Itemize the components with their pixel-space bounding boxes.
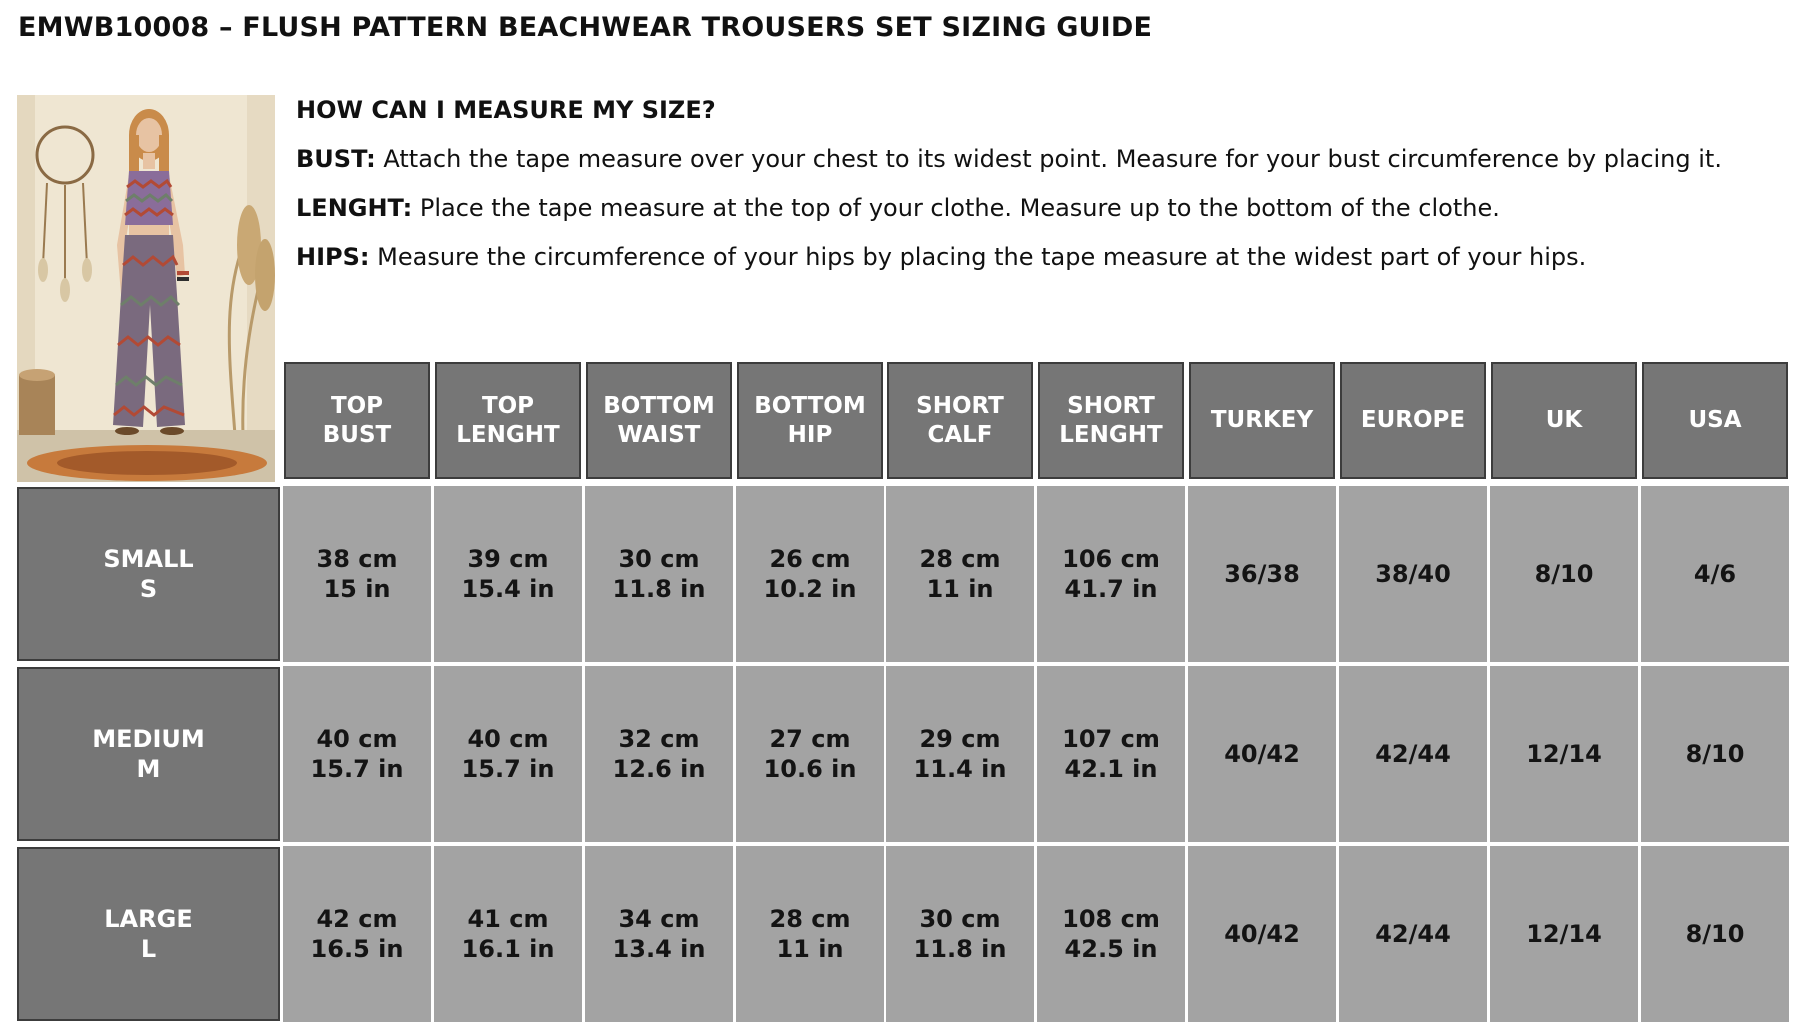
column-header-line2: LENGHT — [456, 421, 560, 448]
table-cell — [585, 486, 733, 662]
cell-value-secondary: 11 in — [926, 575, 994, 603]
column-header-line2: CALF — [927, 421, 993, 448]
cell-value-primary: 42 cm — [316, 905, 398, 933]
measure-term: HIPS: — [296, 243, 370, 271]
measure-heading: HOW CAN I MEASURE MY SIZE? — [296, 96, 716, 124]
cell-value-secondary: 42.1 in — [1064, 755, 1158, 783]
measure-hips — [296, 243, 1776, 271]
size-code: S — [139, 575, 158, 603]
table-cell — [1490, 846, 1638, 1022]
table-cell — [1188, 846, 1336, 1022]
table-cell — [886, 486, 1034, 662]
product-photo — [17, 95, 275, 482]
cell-value-primary: 106 cm — [1062, 545, 1160, 573]
table-cell — [1037, 666, 1185, 842]
cell-value-primary: 40/42 — [1224, 920, 1300, 948]
model-illustration — [17, 95, 275, 482]
table-cell — [585, 846, 733, 1022]
table-cell — [585, 666, 733, 842]
cell-value-secondary: 15.4 in — [461, 575, 555, 603]
column-header-line2: LENGHT — [1059, 421, 1163, 448]
cell-value-secondary: 42.5 in — [1064, 935, 1158, 963]
table-cell — [1188, 666, 1336, 842]
column-header — [1491, 362, 1637, 479]
measure-term: LENGHT: — [296, 194, 413, 222]
column-header-line1: EUROPE — [1360, 407, 1466, 434]
table-cell — [283, 486, 431, 662]
cell-value-primary: 30 cm — [919, 905, 1001, 933]
cell-value-primary: 34 cm — [618, 905, 700, 933]
cell-value-primary: 29 cm — [919, 725, 1001, 753]
cell-value-primary: 4/6 — [1693, 560, 1737, 588]
column-header — [586, 362, 732, 479]
cell-value-secondary: 11 in — [776, 935, 844, 963]
measure-term: BUST: — [296, 145, 376, 173]
table-cell — [434, 846, 582, 1022]
cell-value-primary: 32 cm — [618, 725, 700, 753]
cell-value-secondary: 15 in — [323, 575, 391, 603]
cell-value-primary: 30 cm — [618, 545, 700, 573]
size-code: L — [140, 935, 157, 963]
table-cell — [886, 846, 1034, 1022]
measure-text: Measure the circumference of your hips by placing the tape measure at the widest part of your hips. — [377, 243, 1587, 271]
cell-value-secondary: 13.4 in — [612, 935, 706, 963]
table-cell — [1339, 846, 1487, 1022]
size-name: MEDIUM — [92, 725, 205, 753]
cell-value-secondary: 11.8 in — [913, 935, 1007, 963]
cell-value-primary: 8/10 — [1534, 560, 1594, 588]
measure-bust — [296, 145, 1776, 173]
cell-value-primary: 28 cm — [919, 545, 1001, 573]
cell-value-secondary: 10.6 in — [763, 755, 857, 783]
table-cell — [1037, 486, 1185, 662]
table-cell — [1641, 666, 1789, 842]
table-cell — [1641, 486, 1789, 662]
column-header — [887, 362, 1033, 479]
cell-value-primary: 39 cm — [467, 545, 549, 573]
column-header-line1: BOTTOM — [754, 392, 866, 419]
column-header-line1: TOP — [481, 392, 535, 419]
column-header-line1: SHORT — [916, 392, 1004, 419]
cell-value-primary: 108 cm — [1062, 905, 1160, 933]
column-header — [435, 362, 581, 479]
size-code: M — [136, 755, 161, 783]
column-header-line1: TURKEY — [1210, 407, 1314, 434]
cell-value-primary: 27 cm — [769, 725, 851, 753]
column-header-line2: HIP — [787, 421, 833, 448]
cell-value-primary: 41 cm — [467, 905, 549, 933]
cell-value-secondary: 15.7 in — [310, 755, 404, 783]
table-cell — [1641, 846, 1789, 1022]
column-header — [1340, 362, 1486, 479]
cell-value-primary: 42/44 — [1375, 740, 1451, 768]
cell-value-secondary: 16.5 in — [310, 935, 404, 963]
column-header-line1: UK — [1545, 407, 1583, 434]
page-title: EMWB10008 – FLUSH PATTERN BEACHWEAR TROUSERS SET SIZING GUIDE — [18, 12, 1153, 43]
table-cell — [736, 666, 884, 842]
cell-value-primary: 107 cm — [1062, 725, 1160, 753]
table-cell — [1490, 666, 1638, 842]
table-cell — [434, 666, 582, 842]
cell-value-secondary: 12.6 in — [612, 755, 706, 783]
column-header — [737, 362, 883, 479]
measure-text: Attach the tape measure over your chest to its widest point. Measure for your bust circumference by placing it. — [383, 145, 1722, 173]
column-header — [1038, 362, 1184, 479]
cell-value-secondary: 11.4 in — [913, 755, 1007, 783]
measure-instructions — [296, 96, 1776, 292]
cell-value-secondary: 16.1 in — [461, 935, 555, 963]
column-header-line2: BUST — [322, 421, 392, 448]
cell-value-primary: 12/14 — [1526, 920, 1602, 948]
cell-value-secondary: 11.8 in — [612, 575, 706, 603]
table-cell — [283, 846, 431, 1022]
cell-value-primary: 28 cm — [769, 905, 851, 933]
cell-value-secondary: 15.7 in — [461, 755, 555, 783]
cell-value-primary: 36/38 — [1224, 560, 1300, 588]
size-row-header — [17, 847, 280, 1021]
table-cell — [1490, 486, 1638, 662]
column-header-line1: TOP — [330, 392, 384, 419]
cell-value-primary: 12/14 — [1526, 740, 1602, 768]
cell-value-primary: 40 cm — [316, 725, 398, 753]
cell-value-primary: 40/42 — [1224, 740, 1300, 768]
column-header — [1642, 362, 1788, 479]
cell-value-primary: 38/40 — [1375, 560, 1451, 588]
table-cell — [736, 846, 884, 1022]
column-header-line2: WAIST — [617, 421, 701, 448]
size-name: SMALL — [103, 545, 194, 573]
cell-value-primary: 26 cm — [769, 545, 851, 573]
table-cell — [1037, 846, 1185, 1022]
table-cell — [1188, 486, 1336, 662]
column-header — [284, 362, 430, 479]
size-row-header — [17, 667, 280, 841]
table-cell — [1339, 666, 1487, 842]
table-cell — [886, 666, 1034, 842]
size-row-header — [17, 487, 280, 661]
column-header-line1: USA — [1688, 407, 1742, 434]
cell-value-secondary: 10.2 in — [763, 575, 857, 603]
table-cell — [434, 486, 582, 662]
table-cell — [283, 666, 431, 842]
table-cell — [1339, 486, 1487, 662]
column-header-line1: SHORT — [1067, 392, 1155, 419]
measure-length — [296, 194, 1776, 222]
measure-text: Place the tape measure at the top of your clothe. Measure up to the bottom of the clothe. — [419, 194, 1500, 222]
table-cell — [736, 486, 884, 662]
cell-value-primary: 42/44 — [1375, 920, 1451, 948]
column-header-line1: BOTTOM — [603, 392, 715, 419]
column-header — [1189, 362, 1335, 479]
cell-value-primary: 8/10 — [1685, 920, 1745, 948]
cell-value-primary: 40 cm — [467, 725, 549, 753]
cell-value-secondary: 41.7 in — [1064, 575, 1158, 603]
cell-value-primary: 8/10 — [1685, 740, 1745, 768]
cell-value-primary: 38 cm — [316, 545, 398, 573]
size-name: LARGE — [104, 905, 193, 933]
